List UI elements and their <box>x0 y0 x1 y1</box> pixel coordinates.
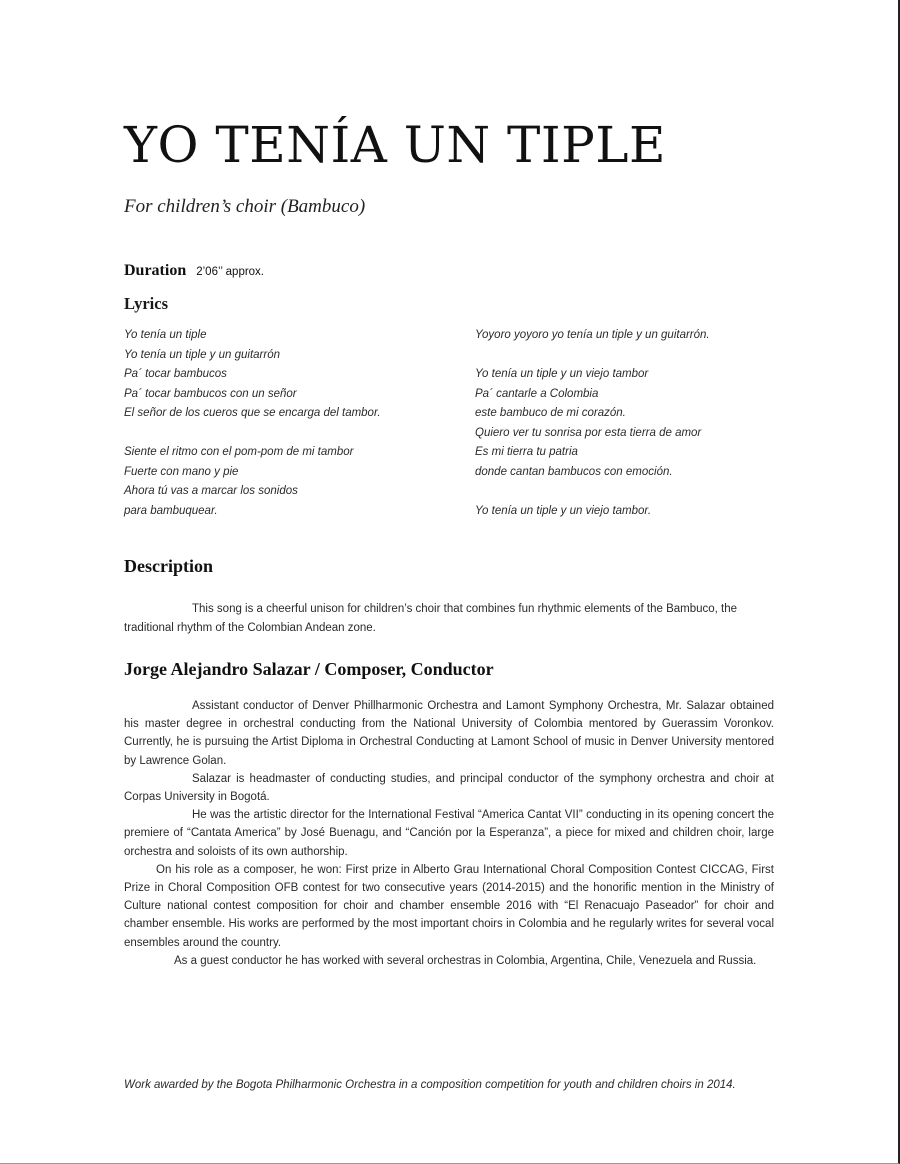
lyric-line: Yoyoro yoyoro yo tenía un tiple y un guitarrón. <box>475 329 710 341</box>
bio-paragraph: On his role as a composer, he won: First prize in Alberto Grau International Choral Composition Contest CICCAG, First Prize in Choral Composition OFB contest for two consecutive years (2014-2015) and the honorific mention in the Ministry of Culture national contest composition for choir and chamber ensemble 2016 with “El Renacuajo Paseador” for choir and chamber ensemble. His works are performed by the most important choirs in Colombia and he regularly writes for several vocal ensembles around the country. <box>124 863 774 949</box>
bio-body <box>124 697 774 970</box>
lyric-line: El señor de los cueros que se encarga del tambor. <box>124 407 381 419</box>
lyric-line: Ahora tú vas a marcar los sonidos <box>124 485 298 497</box>
description-text: This song is a cheerful unison for children’s choir that combines fun rhythmic elements of the Bambuco, the traditional rhythm of the Colombian Andean zone. <box>124 603 738 634</box>
duration-label: Duration <box>124 262 187 279</box>
lyric-line <box>475 346 815 366</box>
lyric-line: Pa´ tocar bambucos <box>124 368 227 380</box>
bio-paragraph: As a guest conductor he has worked with several orchestras in Colombia, Argentina, Chile, Venezuela and Russia. <box>174 954 757 967</box>
lyrics-right-column <box>475 326 815 521</box>
subtitle: For children’s choir (Bambuco) <box>124 196 366 217</box>
lyric-line: Pa´ tocar bambucos con un señor <box>124 387 297 400</box>
lyric-line: Fuerte con mano y pie <box>124 465 239 478</box>
duration-value: 2’06’’ approx. <box>196 266 265 278</box>
lyric-line: Pa´ cantarle a Colombia <box>475 387 599 400</box>
lyric-line: para bambuquear. <box>124 504 218 517</box>
lyric-line: este bambuco de mi corazón. <box>475 407 626 419</box>
lyric-line: donde cantan bambucos con emoción. <box>475 465 673 478</box>
lyric-line: Quiero ver tu sonrisa por esta tierra de amor <box>475 426 702 439</box>
lyric-line <box>124 424 464 444</box>
lyric-line: Yo tenía un tiple y un guitarrón <box>124 348 280 361</box>
lyric-line: Yo tenía un tiple y un viejo tambor <box>475 368 649 380</box>
page-title: YO TENÍA UN TIPLE <box>124 116 666 174</box>
lyric-line: Siente el ritmo con el pom-pom de mi tambor <box>124 446 354 458</box>
bio-paragraph: Assistant conductor of Denver Phillharmonic Orchestra and Lamont Symphony Orchestra, Mr. Salazar obtained his master degree in orchestral conducting from the National University of Colombia mentored by Guerassim Voronkov. Currently, he is pursuing the Artist Diploma in Orchestral Conducting at Lamont School of music in Denver University mentored by Lawrence Golan. <box>124 700 774 767</box>
lyrics-heading: Lyrics <box>124 294 168 313</box>
description-heading: Description <box>124 556 213 576</box>
lyric-line: Es mi tierra tu patria <box>475 446 578 458</box>
bio-heading: Jorge Alejandro Salazar / Composer, Conductor <box>124 659 494 679</box>
lyrics-left-column <box>124 326 464 521</box>
award-footnote: Work awarded by the Bogota Philharmonic Orchestra in a composition competition for youth and children choirs in 2014. <box>124 1079 736 1091</box>
lyric-line: Yo tenía un tiple y un viejo tambor. <box>475 504 652 517</box>
bio-paragraph: He was the artistic director for the International Festival “America Cantat VII” conducting in its opening concert the premiere of “Cantata America” by José Buenagu, and “Canción por la Esperanza”, a piece for mixed and children choir, large orchestra and soloists of its own authorship. <box>124 809 774 858</box>
lyric-line: Yo tenía un tiple <box>124 329 207 341</box>
bio-paragraph: Salazar is headmaster of conducting studies, and principal conductor of the symphony orchestra and choir at Corpas University in Bogotá. <box>124 772 774 804</box>
lyric-line <box>475 482 815 502</box>
duration-row <box>124 262 264 280</box>
